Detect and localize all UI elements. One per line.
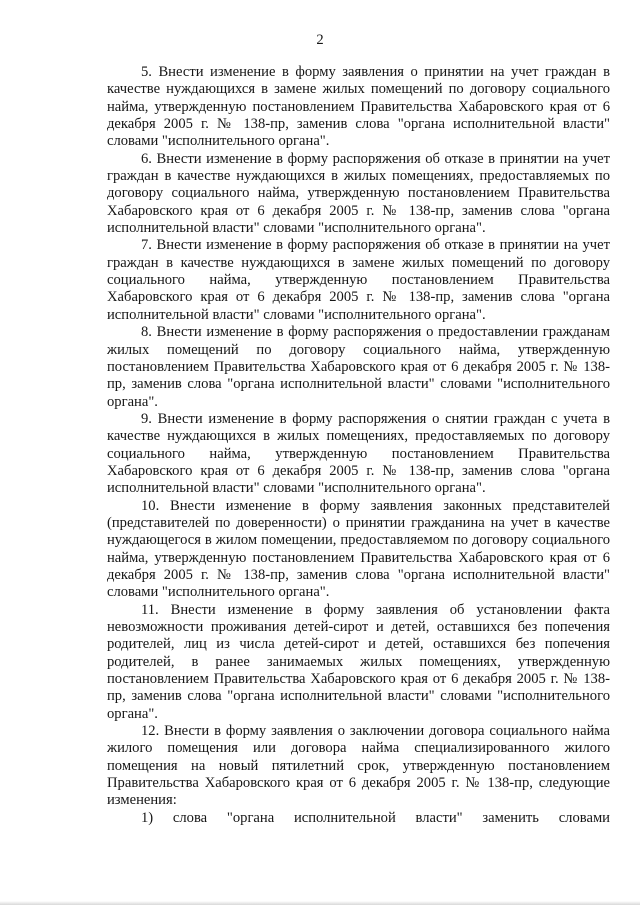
- scan-bottom-edge: [0, 901, 640, 905]
- paragraph-item-7: 7. Внести изменение в форму распоряжения об отказе в принятии на учет граждан в качестве нуждающихся в замене жилых помещений по договору социального найма, утвержденную постановлением Правительства Хабаровского края от 6 декабря 2005 г. № 138-пр, заменив слова "органа исполнительной власти" словами "исполнительного органа".: [107, 237, 610, 323]
- paragraph-item-8: 8. Внести изменение в форму распоряжения о предоставлении гражданам жилых помещений по договору социального найма, утвержденную постановлением Правительства Хабаровского края от 6 декабря 2005 г. № 138-пр, заменив слова "органа исполнительной власти" словами "исполнительного органа".: [107, 324, 610, 410]
- paragraph-item-5: 5. Внести изменение в форму заявления о принятии на учет граждан в качестве нуждающихся в замене жилых помещений по договору социального найма, утвержденную постановлением Правительства Хабаровского края от 6 декабря 2005 г. № 138-пр, заменив слова "органа исполнительной власти" словами "исполнительного органа".: [107, 64, 610, 150]
- page-number: 2: [316, 32, 324, 48]
- paragraph-item-12-subitem-1: 1) слова "органа исполнительной власти" заменить словами: [141, 809, 610, 826]
- paragraph-item-11: 11. Внести изменение в форму заявления об установлении факта невозможности проживания детей-сирот и детей, оставшихся без попечения родителей, лиц из числа детей-сирот и детей, оставшихся без попечения родителей, в ранее занимаемых жилых помещениях, утвержденную постановлением Правительства Хабаровского края от 6 декабря 2005 г. № 138-пр, заменив слова "органа исполнительной власти" словами "исполнительного органа".: [107, 601, 610, 722]
- paragraph-item-9: 9. Внести изменение в форму распоряжения о снятии граждан с учета в качестве нуждающихся в жилых помещениях, предоставляемых по договору социального найма, утвержденную постановлением Правительства Хабаровского края от 6 декабря 2005 г. № 138-пр, заменив слова "органа исполнительной власти" словами "исполнительного органа".: [107, 410, 610, 497]
- paragraph-item-6: 6. Внести изменение в форму распоряжения об отказе в принятии на учет граждан в качестве нуждающихся в жилых помещениях, предоставляемых по договору социального найма, утвержденную постановлением Правительства Хабаровского края от 6 декабря 2005 г. № 138-пр, заменив слова "органа исполнительной власти" словами "исполнительного органа".: [107, 150, 610, 237]
- paragraph-item-12: 12. Внести в форму заявления о заключении договора социального найма жилого помещения или договора найма специализированного жилого помещения на новый пятилетний срок, утвержденную постановлением Правительства Хабаровского края от 6 декабря 2005 г. № 138-пр, следующие изменения:: [107, 723, 610, 809]
- document-body: [107, 64, 610, 827]
- paragraph-item-10: 10. Внести изменение в форму заявления законных представителей (представителей по доверенности) о принятии гражданина на учет в качестве нуждающегося в жилом помещении, предоставляемом по договору социального найма, утвержденную постановлением Правительства Хабаровского края от 6 декабря 2005 г. № 138-пр, заменив слова "органа исполнительной власти" словами "исполнительного органа".: [107, 497, 610, 601]
